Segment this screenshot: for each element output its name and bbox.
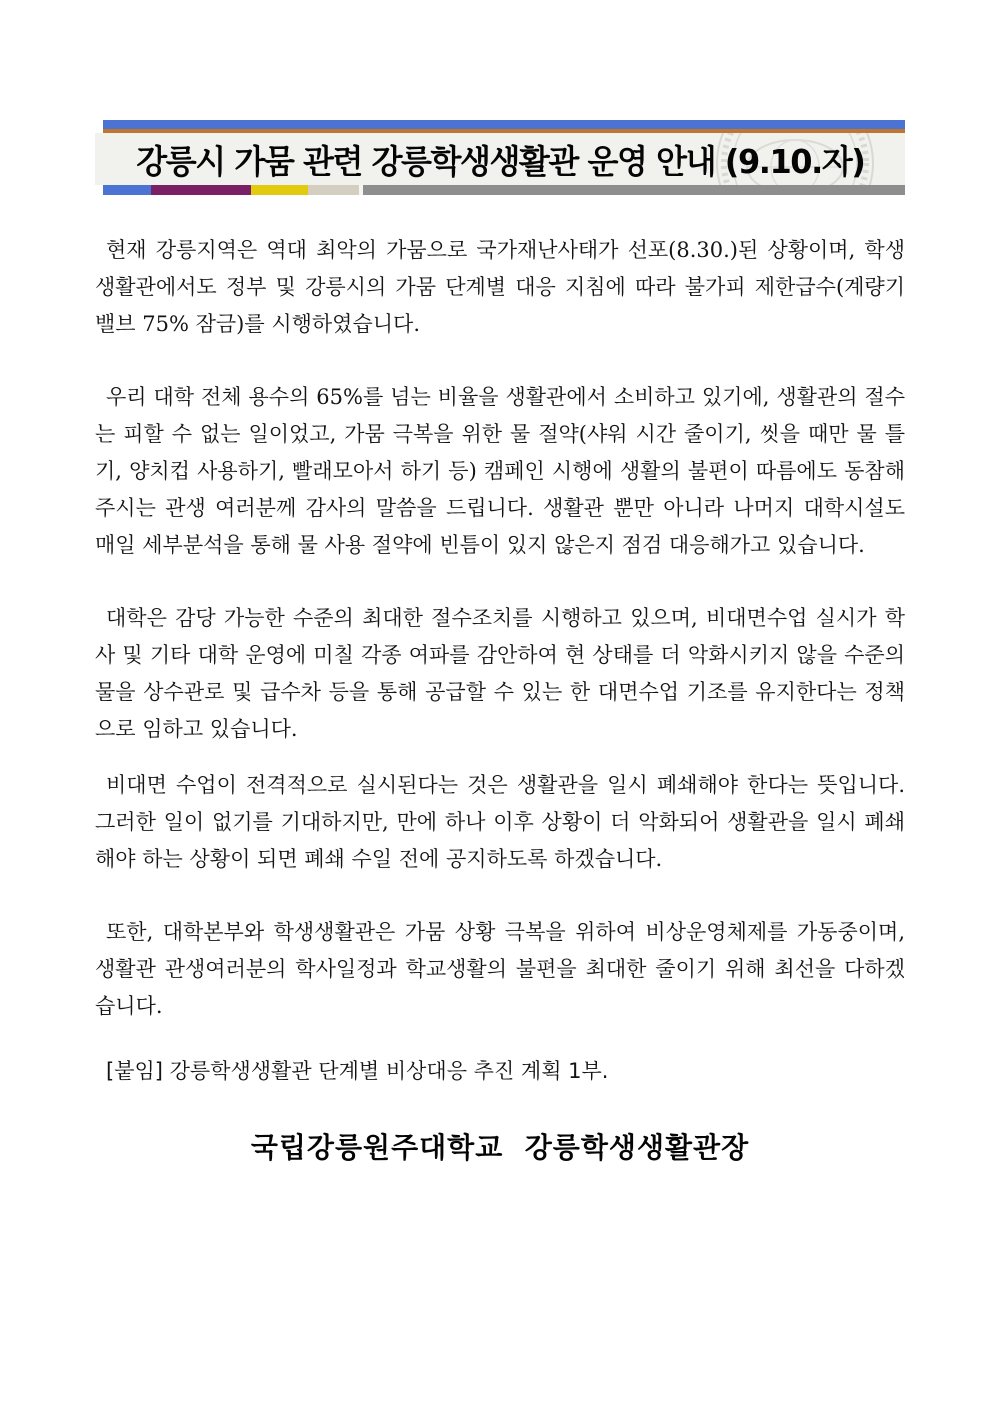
notice-paragraph-3: 대학은 감당 가능한 수준의 최대한 절수조치를 시행하고 있으며, 비대면수업 실시가 학사 및 기타 대학 운영에 미칠 각종 여파를 감안하여 현 상태를 더 악화시키지 않을 수준의 물을 상수관로 및 급수차 등을 통해 공급할 수 있는 한 대면수업 기조를 유지한다는 정책으로 임하고 있습니다. [95,606,905,741]
stripe-blue [103,185,151,195]
title-banner [95,133,905,185]
stripe-yellow [251,185,308,195]
signature-line: 국립강릉원주대학교 강릉학생생활관장 [250,1131,750,1164]
notice-paragraph-1: 현재 강릉지역은 역대 최악의 가뭄으로 국가재난사태가 선포(8.30.)된 상황이며, 학생생활관에서도 정부 및 강릉시의 가뭄 단계별 대응 지침에 따라 불가피 제한급수(계량기 밸브 75% 잠금)를 시행하였습니다. [95,238,905,336]
stripe-gray [363,185,905,195]
notice-title: 강릉시 가뭄 관련 강릉학생생활관 운영 안내 (9.10.자) [135,141,865,181]
notice-paragraph-5: 또한, 대학본부와 학생생활관은 가뭄 상황 극복을 위하여 비상운영체제를 가동중이며, 생활관 관생여러분의 학사일정과 학교생활의 불편을 최대한 줄이기 위해 최선을 다하겠습니다. [95,920,905,1018]
notice-paragraph-2: 우리 대학 전체 용수의 65%를 넘는 비율을 생활관에서 소비하고 있기에, 생활관의 절수는 피할 수 없는 일이었고, 가뭄 극복을 위한 물 절약(샤워 시간 줄이기, 씻을 때만 물 틀기, 양치컵 사용하기, 빨래모아서 하기 등) 캠페인 시행에 생활의 불편이 따름에도 동참해 주시는 관생 여러분께 감사의 말씀을 드립니다. 생활관 뿐만 아니라 나머지 대학시설도 매일 세부분석을 통해 물 사용 절약에 빈틈이 있지 않은지 점검 대응해가고 있습니다. [95,385,905,557]
header-accent-stripes [103,185,905,195]
notice-paragraph-4: 비대면 수업이 전격적으로 실시된다는 것은 생활관을 일시 폐쇄해야 한다는 뜻입니다. 그러한 일이 없기를 기대하지만, 만에 하나 이후 상황이 더 악화되어 생활관을 일시 폐쇄해야 하는 상황이 되면 폐쇄 수일 전에 공지하도록 하겠습니다. [95,773,905,871]
stripe-beige [308,185,359,195]
stripe-purple [151,185,251,195]
notice-body [95,232,905,1168]
header-top-blue-bar [103,120,905,129]
notice-header [95,120,905,195]
attachment-note: [붙임] 강릉학생생활관 단계별 비상대응 추진 계획 1부. [106,1059,609,1083]
